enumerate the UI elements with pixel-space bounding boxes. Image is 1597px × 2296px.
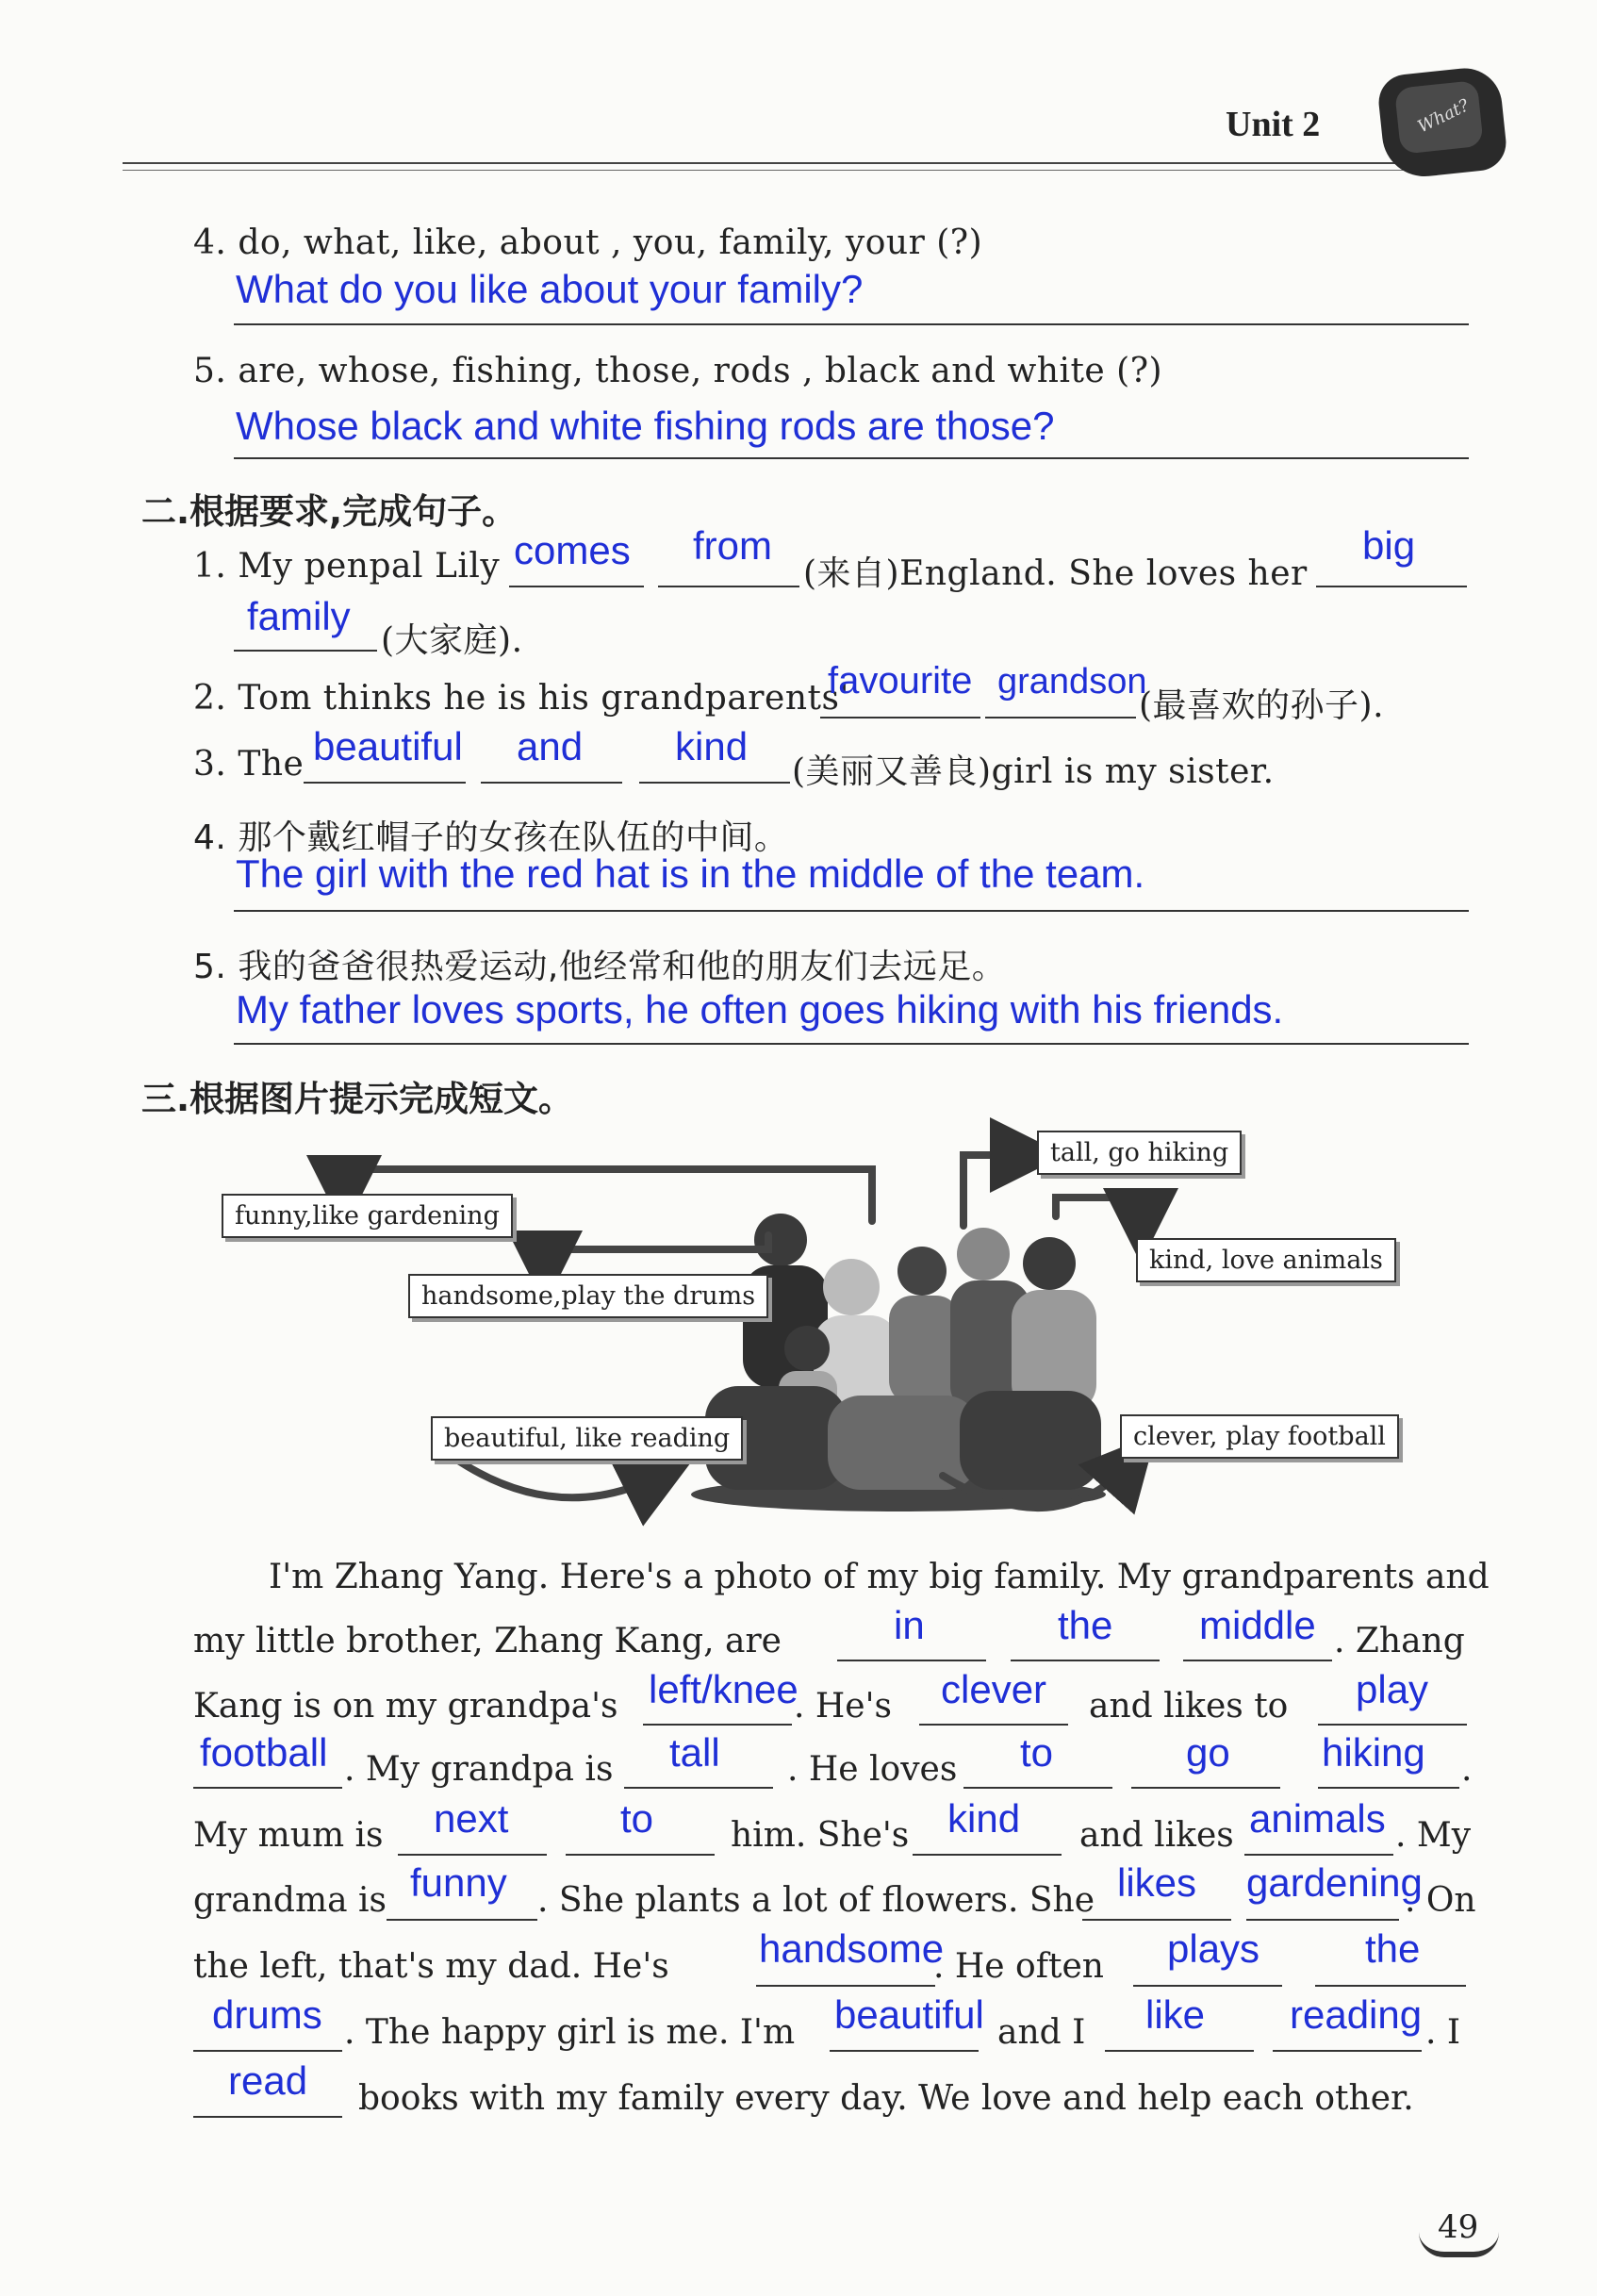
passage-line-3b: . He's: [794, 1687, 892, 1726]
passage-blank-funny: [387, 1919, 537, 1921]
passage-line-2a: my little brother, Zhang Kang, are: [193, 1622, 782, 1660]
passage-answer-to: to: [1020, 1730, 1054, 1775]
section-2-title: 二.根据要求,完成句子。: [141, 491, 518, 532]
passage-answer-animals: animals: [1249, 1796, 1386, 1841]
passage-answer-kind: kind: [947, 1796, 1021, 1841]
q5-num: 5.: [193, 352, 227, 390]
passage-answer-go: go: [1186, 1730, 1230, 1775]
passage-blank-hiking: [1318, 1787, 1459, 1789]
passage-answer-handsome: handsome: [759, 1926, 945, 1971]
passage-blank-to: [963, 1787, 1112, 1789]
s2-q1-text-c: (大家庭).: [381, 621, 523, 660]
label-tall-hiking: tall, go hiking: [1037, 1131, 1242, 1175]
label-handsome-drums: handsome,play the drums: [408, 1274, 768, 1318]
passage-line-5a: My mum is: [193, 1816, 384, 1855]
passage-line-4a: . My grandpa is: [344, 1750, 614, 1789]
passage-blank-play: [1318, 1724, 1467, 1726]
s2-q4-num: 4.: [193, 818, 227, 857]
passage-blank-likes: [1082, 1919, 1231, 1921]
q4-num: 4.: [193, 223, 227, 262]
s2-q2-text-b: (最喜欢的孙子).: [1139, 686, 1385, 725]
passage-blank-plays: [1133, 1985, 1282, 1987]
s2-q1-answer-4: family: [247, 594, 351, 638]
passage-blank-gardening: [1246, 1919, 1399, 1921]
tv-badge-text: What?: [1414, 95, 1473, 138]
passage-answer-read: read: [228, 2058, 308, 2103]
label-beautiful-reading: beautiful, like reading: [431, 1416, 743, 1461]
label-clever-football: clever, play football: [1120, 1414, 1399, 1459]
passage-line-7a: the left, that's my dad. He's: [193, 1947, 669, 1986]
passage-line-7b: . He often: [933, 1947, 1104, 1986]
question-5-answer: Whose black and white fishing rods are those?: [236, 404, 1055, 448]
s2-q2-lead: Tom thinks he is his grandparents': [238, 679, 849, 718]
s2-q3-text-b: (美丽又善良)girl is my sister.: [792, 752, 1275, 791]
s2-q1-lead: My penpal Lily: [238, 547, 501, 586]
passage-answer-clever: clever: [941, 1667, 1047, 1711]
s2-q1-answer-1: comes: [514, 528, 631, 572]
passage-line-5c: and likes: [1079, 1816, 1234, 1855]
s2-q2-answer-1: favourite: [828, 660, 973, 702]
passage-blank-to-2: [566, 1854, 715, 1856]
passage-answer-hiking: hiking: [1322, 1730, 1425, 1775]
passage-answer-the-2: the: [1365, 1926, 1421, 1971]
s2-q3-num: 3.: [193, 745, 227, 784]
passage-blank-football: [193, 1787, 342, 1789]
passage-blank-the-2: [1315, 1985, 1466, 1987]
unit-title: Unit 2: [1226, 105, 1321, 144]
passage-answer-gardening: gardening: [1246, 1860, 1423, 1905]
passage-line-4b: . He loves: [787, 1750, 958, 1789]
passage-blank-read: [193, 2116, 342, 2118]
passage-blank-in: [837, 1660, 986, 1661]
passage-answer-to-2: to: [620, 1796, 654, 1841]
passage-blank-tall: [624, 1787, 773, 1789]
s2-q2-num: 2.: [193, 679, 227, 718]
passage-line-8b: and I: [997, 2013, 1086, 2052]
passage-answer-drums: drums: [212, 1992, 322, 2037]
passage-answer-reading: reading: [1290, 1992, 1423, 2037]
passage-blank-next: [398, 1854, 547, 1856]
passage-answer-tall: tall: [669, 1730, 720, 1775]
passage-answer-beautiful: beautiful: [834, 1992, 984, 2037]
page-number-badge: [1419, 2206, 1499, 2257]
passage-line-6b: . She plants a lot of flowers. She: [537, 1881, 1095, 1920]
s2-q3-answer-3: kind: [675, 724, 749, 768]
passage-blank-middle: [1183, 1660, 1332, 1661]
s2-q4-answer: The girl with the red hat is in the middle of the team.: [236, 851, 1145, 896]
passage-line-6c: . On: [1405, 1881, 1476, 1920]
passage-blank-go: [1131, 1787, 1280, 1789]
passage-blank-left-knee: [643, 1724, 792, 1726]
passage-blank-the: [1011, 1660, 1160, 1661]
passage-answer-football: football: [200, 1730, 328, 1775]
passage-line-8c: . I: [1425, 2013, 1461, 2052]
s2-q1-answer-3: big: [1362, 523, 1416, 568]
s2-q5-num: 5.: [193, 948, 227, 986]
s2-q1-num: 1.: [193, 547, 227, 586]
passage-line-6a: grandma is: [193, 1881, 387, 1920]
passage-line-2b: . Zhang: [1334, 1622, 1465, 1660]
s2-q3-lead: The: [238, 745, 305, 784]
s2-q1-answer-2: from: [693, 523, 772, 568]
label-funny-gardening: funny,like gardening: [222, 1194, 513, 1238]
passage-answer-in: in: [894, 1603, 925, 1647]
page-number: 49: [1438, 2208, 1479, 2246]
passage-answer-left-knee: left/knee: [649, 1667, 798, 1711]
passage-answer-the: the: [1058, 1603, 1113, 1647]
s2-q5-prompt-text: 我的爸爸很热爱运动,他经常和他的朋友们去远足。: [238, 948, 1007, 986]
passage-blank-beautiful: [830, 2050, 979, 2052]
question-4-answer: What do you like about your family?: [236, 267, 864, 311]
passage-answer-next: next: [434, 1796, 509, 1841]
passage-answer-middle: middle: [1199, 1603, 1316, 1647]
passage-line-4c: .: [1461, 1750, 1473, 1789]
q4-prompt-text: do, what, like, about , you, family, your (?): [238, 223, 983, 262]
passage-blank-drums: [193, 2050, 342, 2052]
passage-line-9: books with my family every day. We love and help each other.: [358, 2079, 1414, 2118]
passage-blank-reading: [1273, 2050, 1422, 2052]
passage-answer-funny: funny: [410, 1860, 507, 1905]
passage-line-3c: and likes to: [1089, 1687, 1289, 1726]
passage-line-1: I'm Zhang Yang. Here's a photo of my big family. My grandparents and: [269, 1558, 1490, 1596]
passage-line-5d: . My: [1395, 1816, 1472, 1855]
label-kind-animals: kind, love animals: [1136, 1238, 1396, 1282]
s2-q3-answer-1: beautiful: [313, 724, 463, 768]
passage-line-8a: . The happy girl is me. I'm: [344, 2013, 796, 2052]
s2-q4-prompt-text: 那个戴红帽子的女孩在队伍的中间。: [238, 818, 789, 857]
passage-blank-clever: [919, 1724, 1068, 1726]
s2-q2-answer-2: grandson: [997, 662, 1147, 702]
section-3-title: 三.根据图片提示完成短文。: [141, 1079, 574, 1119]
passage-line-3a: Kang is on my grandpa's: [193, 1687, 618, 1726]
passage-answer-plays: plays: [1167, 1926, 1260, 1971]
s2-q3-answer-2: and: [517, 724, 584, 768]
q5-prompt-text: are, whose, fishing, those, rods , black and white (?): [238, 352, 1163, 390]
s2-q5-answer: My father loves sports, he often goes hiking with his friends.: [236, 987, 1284, 1032]
passage-blank-handsome: [756, 1985, 935, 1987]
passage-blank-animals: [1244, 1854, 1393, 1856]
passage-blank-like: [1105, 2050, 1254, 2052]
passage-answer-likes: likes: [1117, 1860, 1197, 1905]
passage-answer-play: play: [1356, 1667, 1429, 1711]
passage-blank-kind: [913, 1854, 1062, 1856]
passage-line-5b: him. She's: [731, 1816, 910, 1855]
s2-q1-text-b: (来自)England. She loves her: [803, 554, 1308, 593]
passage-answer-like: like: [1145, 1992, 1206, 2037]
